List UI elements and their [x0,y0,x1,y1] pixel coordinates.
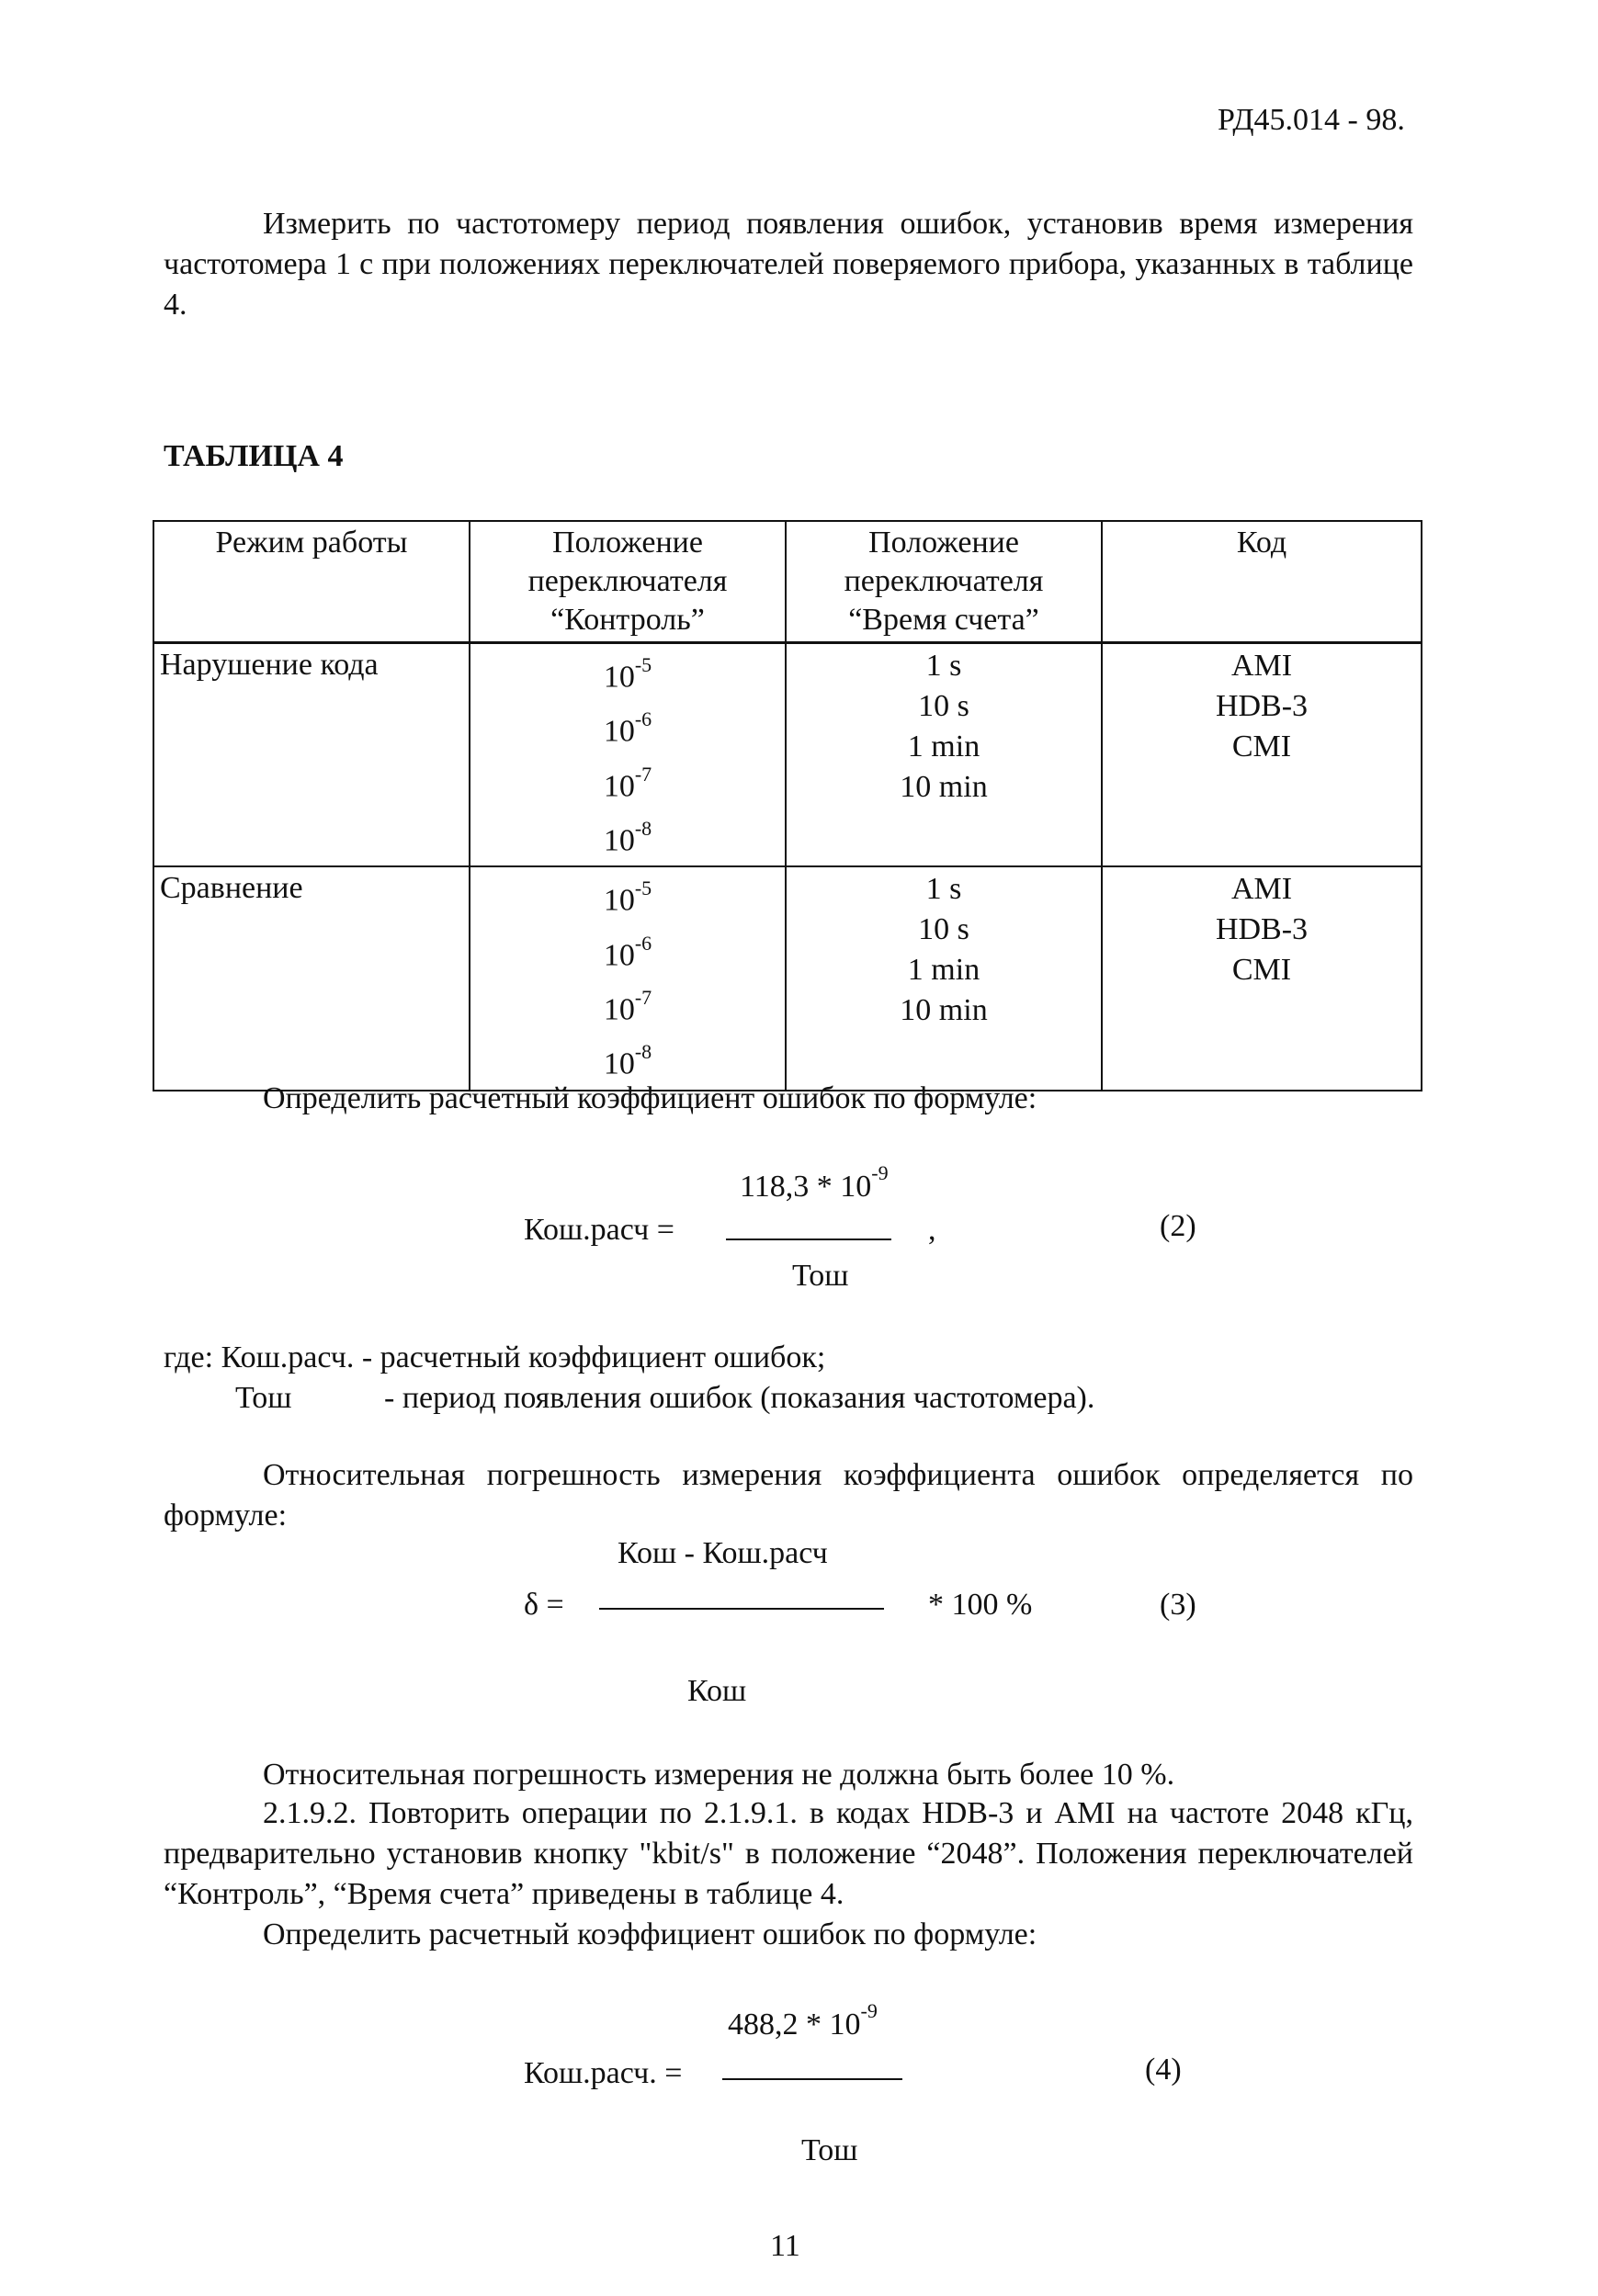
table-4 [153,520,1422,1091]
header-count-time-switch: Положение переключателя “Время счета” [786,521,1102,643]
control-value: $10^{-7}$ [603,762,652,803]
control-cell [470,866,786,1090]
count-time-value: 10 min [900,770,988,804]
count-time-value: 1 s [925,872,962,907]
mode-text: Нарушение кода [160,648,379,682]
formula-4-denominator: Тош [801,2133,858,2167]
formula-3-denominator: Кош [687,1674,747,1708]
code-value: AMI [1230,649,1293,683]
formula-3-number: (3) [1160,1588,1196,1622]
formula-3-numerator: Кош - Кош.расч [618,1536,828,1570]
intro-paragraph: Измерить по частотомеру период появления ошибок, установив время измерения частотомера 1 с при положениях переключателей поверяемого прибора, указанных в таблице 4. [164,207,1413,322]
relative-error-paragraph: Относительная погрешность измерения коэффициента ошибок определяется по формуле: [164,1458,1413,1533]
control-value: $10^{-8}$ [603,1040,652,1081]
control-value: $10^{-5}$ [603,653,652,695]
formula-3-multiplier: * 100 % [928,1588,1033,1622]
where-symbol-2: Тош [235,1381,292,1415]
code-value: CMI [1231,730,1292,763]
control-value: $10^{-6}$ [603,931,652,972]
control-value: $10^{-6}$ [603,707,652,749]
formula-2-number: (2) [1160,1209,1196,1243]
formula-4-numerator: $488,2 * 10^{-9}$ [728,1999,878,2042]
count-time-value: 10 s [918,912,969,947]
code-cell [1102,866,1422,1090]
code-value: HDB-3 [1215,689,1309,723]
header-code: Код [1102,521,1422,643]
mode-text: Сравнение [160,871,303,906]
mode-cell [153,643,470,867]
count-time-value: 1 min [907,953,980,988]
formula-2-lhs: Кош.расч = [524,1213,674,1247]
table-row [153,643,1422,867]
table-header-row [153,521,1422,643]
header-mode: Режим работы [153,521,470,643]
control-cell [470,643,786,867]
error-limit-text: Относительная погрешность измерения не должна быть более 10 %. [263,1758,1175,1792]
table-title: ТАБЛИЦА 4 [164,439,344,473]
control-value: $10^{-5}$ [603,877,652,918]
count-time-value: 1 s [925,649,962,683]
formula-3-lhs: δ = [524,1588,564,1622]
formula-2-numerator: $118,3 * 10^{-9}$ [740,1161,889,1204]
formula-3-fraction-bar [599,1608,884,1610]
code-cell [1102,643,1422,867]
header-control-switch: Положение переключателя “Контроль” [470,521,786,643]
count-time-value: 10 min [900,993,988,1028]
count-time-cell [786,643,1102,867]
where-description-2: - период появления ошибок (показания частотомера). [384,1381,1095,1415]
count-time-cell [786,866,1102,1090]
repeat-operations-paragraph: 2.1.9.2. Повторить операции по 2.1.9.1. в кодах HDB-3 и AMI на частоте 2048 кГц, предварительно установив кнопку "kbit/s" в положение “2048”. Положения переключателей “Контроль”, “Время счета” приведены в таблице 4. [164,1796,1413,1911]
table-row [153,866,1422,1090]
count-time-value: 10 s [918,689,969,723]
formula-4-fraction-bar [722,2078,902,2080]
mode-cell [153,866,470,1090]
formula-2-denominator: Тош [792,1259,849,1293]
formula-2-fraction-bar [726,1238,891,1240]
where-line-1: где: Кош.расч. - расчетный коэффициент ошибок; [164,1340,826,1374]
code-value: AMI [1230,872,1293,907]
count-time-value: 1 min [907,730,980,763]
formula-4-number: (4) [1145,2053,1182,2087]
determine-formula-4-text: Определить расчетный коэффициент ошибок по формуле: [263,1917,1037,1951]
formula-4-lhs: Кош.расч. = [524,2056,683,2090]
formula-2-comma: , [928,1213,936,1247]
code-value: CMI [1231,953,1292,988]
control-value: $10^{-7}$ [603,985,652,1027]
code-value: HDB-3 [1215,912,1309,947]
page-number: 11 [770,2229,800,2263]
document-number: РД45.014 - 98. [1218,103,1405,137]
control-value: $10^{-8}$ [603,816,652,858]
determine-formula-2-text: Определить расчетный коэффициент ошибок по формуле: [263,1081,1037,1115]
